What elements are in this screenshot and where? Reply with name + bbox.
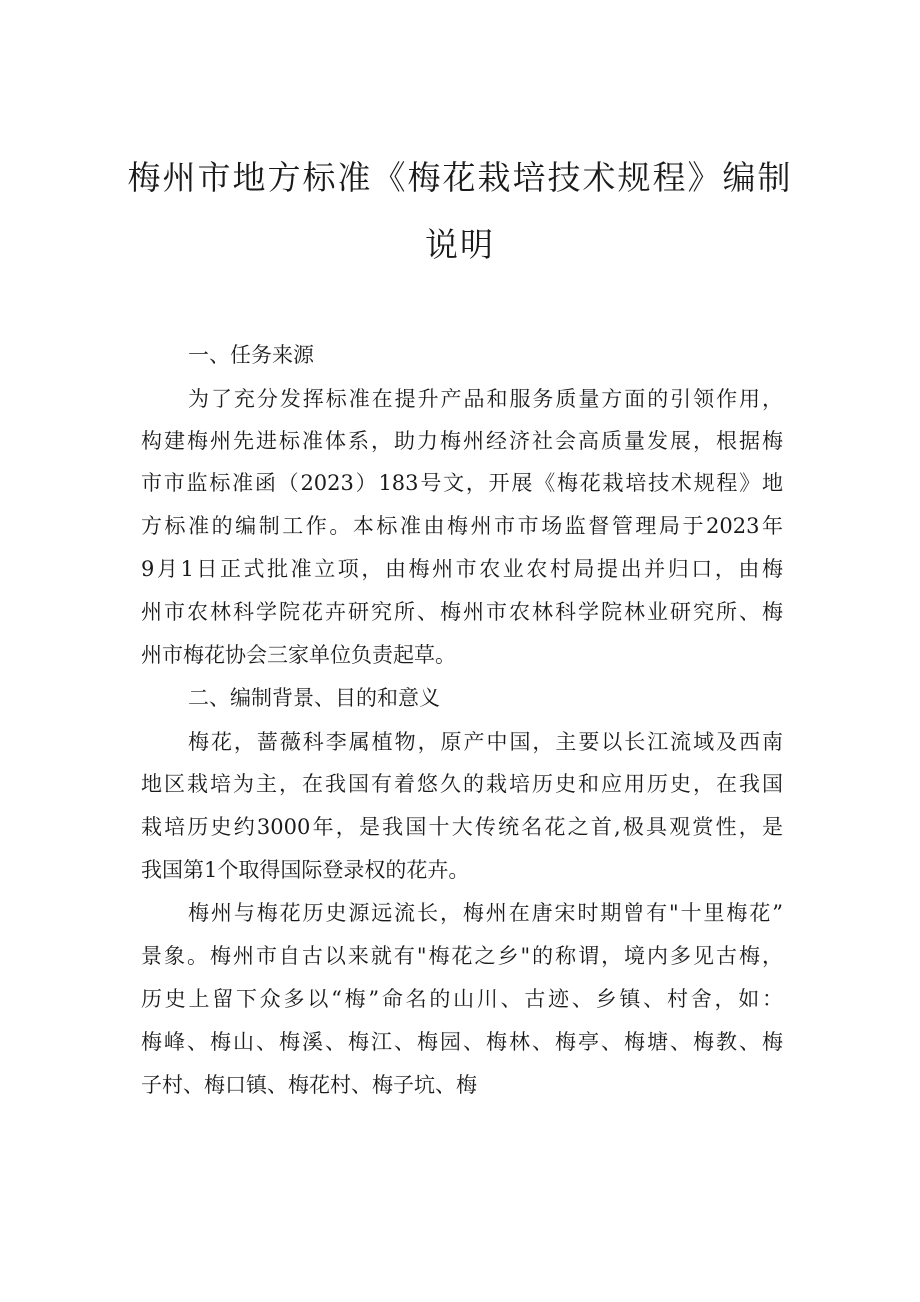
paragraph-line: 梅花，蔷薇科李属植物，原产中国，主要以长江流域及西南 — [188, 730, 783, 754]
paragraph-line: 历史上留下众多以“梅”命名的山川、古迹、乡镇、村舍，如： — [141, 987, 783, 1011]
paragraph-line: 梅峰、梅山、梅溪、梅江、梅园、梅林、梅亭、梅塘、梅教、梅 — [141, 1030, 783, 1054]
paragraph-line: 州市梅花协会三家单位负责起草。 — [141, 643, 456, 667]
paragraph-line: 梅州与梅花历史源远流长，梅州在唐宋时期曾有"十里梅花” — [188, 901, 783, 925]
paragraph-line: 州市农林科学院花卉研究所、梅州市农林科学院林业研究所、梅 — [141, 600, 783, 624]
paragraph-line: 我国第1个取得国际登录权的花卉。 — [141, 858, 470, 882]
document-title-line-2: 说明 — [425, 225, 495, 264]
section-heading-background: 二、编制背景、目的和意义 — [188, 686, 440, 710]
section-heading-task-source: 一、任务来源 — [188, 343, 314, 367]
paragraph-line: 为了充分发挥标准在提升产品和服务质量方面的引领作用， — [188, 387, 783, 411]
paragraph-line: 9月1日正式批准立项，由梅州市农业农村局提出并归口，由梅 — [141, 557, 783, 581]
paragraph-line: 构建梅州先进标准体系，助力梅州经济社会高质量发展，根据梅 — [141, 429, 783, 453]
document-title-line-1: 梅州市地方标准《梅花栽培技术规程》编制 — [127, 158, 793, 197]
paragraph-line: 市市监标准函（2023）183号文，开展《梅花栽培技术规程》地 — [141, 471, 783, 495]
paragraph-line: 地区栽培为主，在我国有着悠久的栽培历史和应用历史，在我国 — [141, 772, 783, 796]
paragraph-line: 子村、梅口镇、梅花村、梅子坑、梅 — [141, 1073, 477, 1097]
paragraph-line: 方标准的编制工作。本标准由梅州市市场监督管理局于2023年 — [141, 514, 783, 538]
paragraph-line: 栽培历史约3000年，是我国十大传统名花之首,极具观赏性，是 — [141, 815, 783, 839]
paragraph-line: 景象。梅州市自古以来就有"梅花之乡"的称谓，境内多见古梅， — [141, 944, 783, 968]
